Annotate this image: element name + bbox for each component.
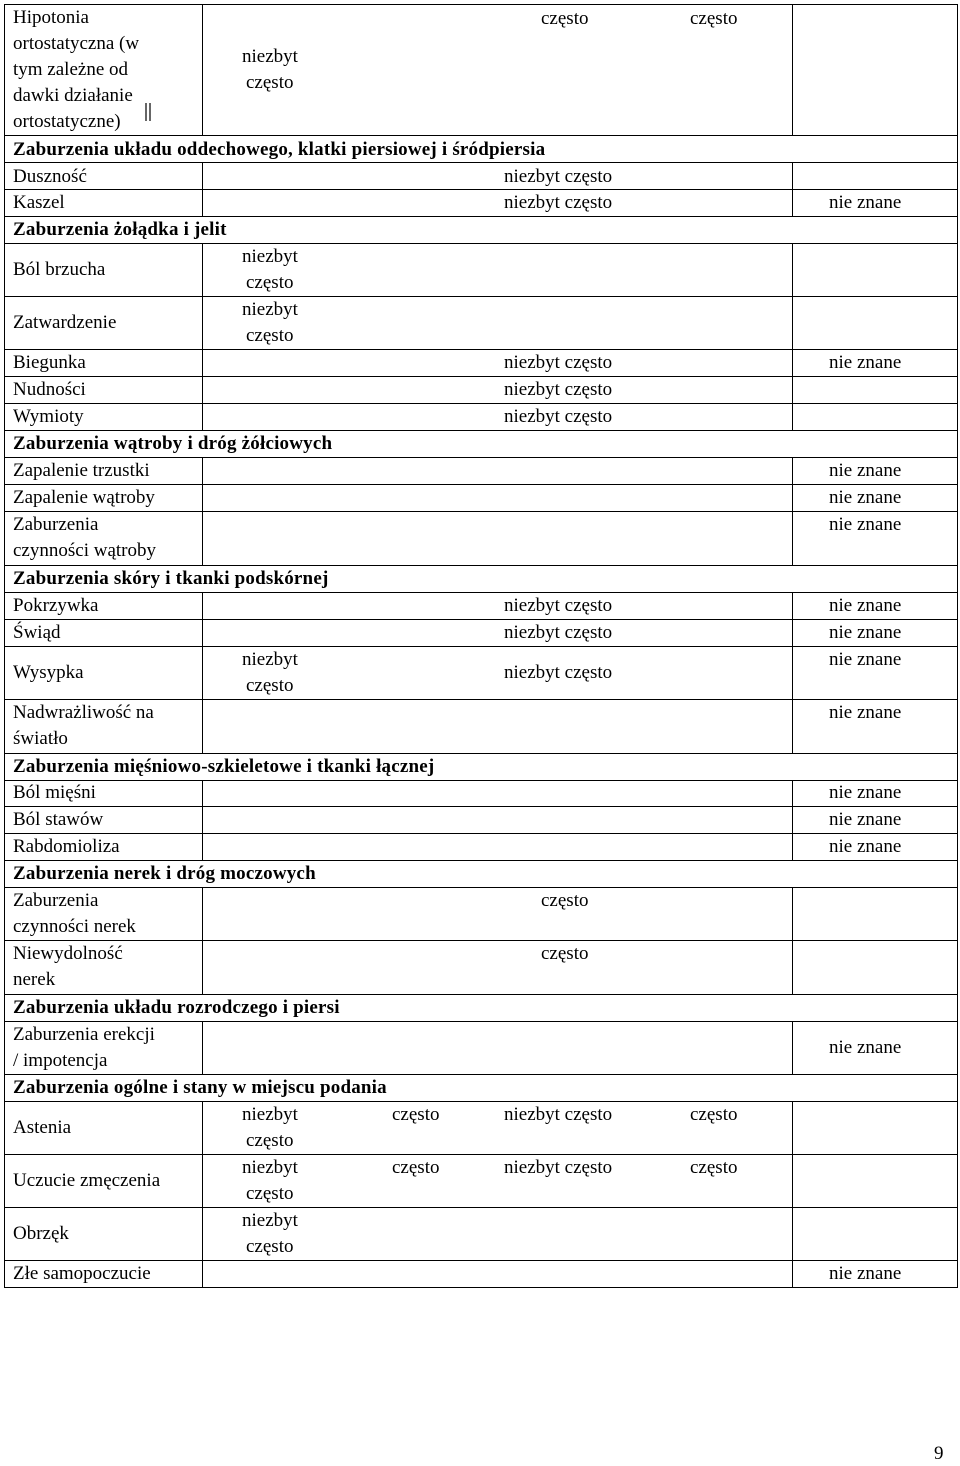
- frequency-cell: nie znane: [829, 782, 902, 803]
- term-cell: Ból brzucha: [13, 259, 106, 280]
- term-cell: Obrzęk: [13, 1223, 69, 1244]
- frequency-cell: nie znane: [829, 836, 902, 857]
- frequency-cell: nie znane: [829, 595, 902, 616]
- term-cell: Zaburzenia czynności wątroby: [13, 514, 156, 561]
- frequency-cell: nie znane: [829, 487, 902, 508]
- section-heading: Zaburzenia żołądka i jelit: [13, 219, 227, 240]
- section-heading: Zaburzenia układu rozrodczego i piersi: [13, 997, 340, 1018]
- frequency-cell: nie znane: [829, 702, 902, 723]
- frequency-cell: niezbyt często: [504, 595, 613, 616]
- term-cell: Zaburzenia erekcji / impotencja: [13, 1024, 155, 1071]
- frequency-cell: nie znane: [829, 192, 902, 213]
- frequency-cell: nie znane: [829, 352, 902, 373]
- section-heading: Zaburzenia skóry i tkanki podskórnej: [13, 568, 329, 589]
- frequency-cell: niezbyt często: [504, 1157, 613, 1178]
- frequency-cell: nie znane: [829, 809, 902, 830]
- frequency-cell: niezbyt często: [504, 379, 613, 400]
- term-cell: Hipotonia ortostatyczna (w tym zależne od dawki działanie ortostatyczne): [13, 7, 140, 132]
- term-cell: Nudności: [13, 379, 86, 400]
- frequency-cell: niezbyt często: [504, 352, 613, 373]
- frequency-cell: nie znane: [829, 1263, 902, 1284]
- frequency-cell: niezbyt często: [504, 192, 613, 213]
- term-cell: Zaburzenia czynności nerek: [13, 890, 136, 937]
- term-cell: Zatwardzenie: [13, 312, 117, 333]
- frequency-cell: niezbyt często: [242, 1104, 298, 1151]
- frequency-cell: często: [541, 890, 589, 911]
- frequency-cell: niezbyt często: [242, 246, 298, 293]
- section-heading: Zaburzenia nerek i dróg moczowych: [13, 863, 316, 884]
- frequency-cell: często: [690, 8, 738, 29]
- term-cell: Niewydolność nerek: [13, 943, 123, 990]
- section-heading: Zaburzenia ogólne i stany w miejscu podania: [13, 1077, 387, 1098]
- term-cell: Biegunka: [13, 352, 86, 373]
- term-cell: Pokrzywka: [13, 595, 99, 616]
- term-cell: Astenia: [13, 1117, 72, 1138]
- term-cell: Zapalenie trzustki: [13, 460, 150, 481]
- term-cell: Kaszel: [13, 192, 65, 213]
- term-cell: Rabdomioliza: [13, 836, 120, 857]
- frequency-cell: często: [541, 8, 589, 29]
- frequency-cell: niezbyt często: [242, 46, 298, 93]
- term-cell: Uczucie zmęczenia: [13, 1170, 161, 1191]
- page-number: 9: [934, 1443, 944, 1464]
- frequency-cell: niezbyt często: [504, 166, 613, 187]
- section-heading: Zaburzenia mięśniowo-szkieletowe i tkanki łącznej: [13, 756, 435, 777]
- frequency-cell: niezbyt często: [242, 1157, 298, 1204]
- term-cell: Nadwrażliwość na światło: [13, 702, 154, 749]
- section-heading: Zaburzenia układu oddechowego, klatki piersiowej i śródpiersia: [13, 139, 546, 160]
- term-cell: Zapalenie wątroby: [13, 487, 155, 508]
- frequency-cell: niezbyt często: [504, 1104, 613, 1125]
- frequency-cell: niezbyt często: [242, 299, 298, 346]
- frequency-cell: niezbyt często: [242, 1210, 298, 1257]
- frequency-cell: często: [690, 1104, 738, 1125]
- frequency-cell: często: [392, 1157, 440, 1178]
- frequency-cell: nie znane: [829, 514, 902, 535]
- frequency-cell: niezbyt często: [504, 662, 613, 683]
- term-cell: Wymioty: [13, 406, 84, 427]
- section-heading: Zaburzenia wątroby i dróg żółciowych: [13, 433, 333, 454]
- term-cell: Świąd: [13, 622, 61, 643]
- frequency-cell: niezbyt często: [504, 622, 613, 643]
- frequency-cell: często: [690, 1157, 738, 1178]
- term-cell: Duszność: [13, 166, 87, 187]
- frequency-cell: nie znane: [829, 460, 902, 481]
- frequency-cell: nie znane: [829, 622, 902, 643]
- term-cell: Ból mięśni: [13, 782, 96, 803]
- frequency-cell: nie znane: [829, 1037, 902, 1058]
- frequency-cell: niezbyt często: [504, 406, 613, 427]
- term-cell: Wysypka: [13, 662, 84, 683]
- term-cell: Ból stawów: [13, 809, 104, 830]
- frequency-cell: niezbyt często: [242, 649, 298, 696]
- double-bar-mark-icon: [144, 102, 152, 122]
- frequency-cell: często: [392, 1104, 440, 1125]
- term-cell: Złe samopoczucie: [13, 1263, 151, 1284]
- frequency-cell: często: [541, 943, 589, 964]
- frequency-cell: nie znane: [829, 649, 902, 670]
